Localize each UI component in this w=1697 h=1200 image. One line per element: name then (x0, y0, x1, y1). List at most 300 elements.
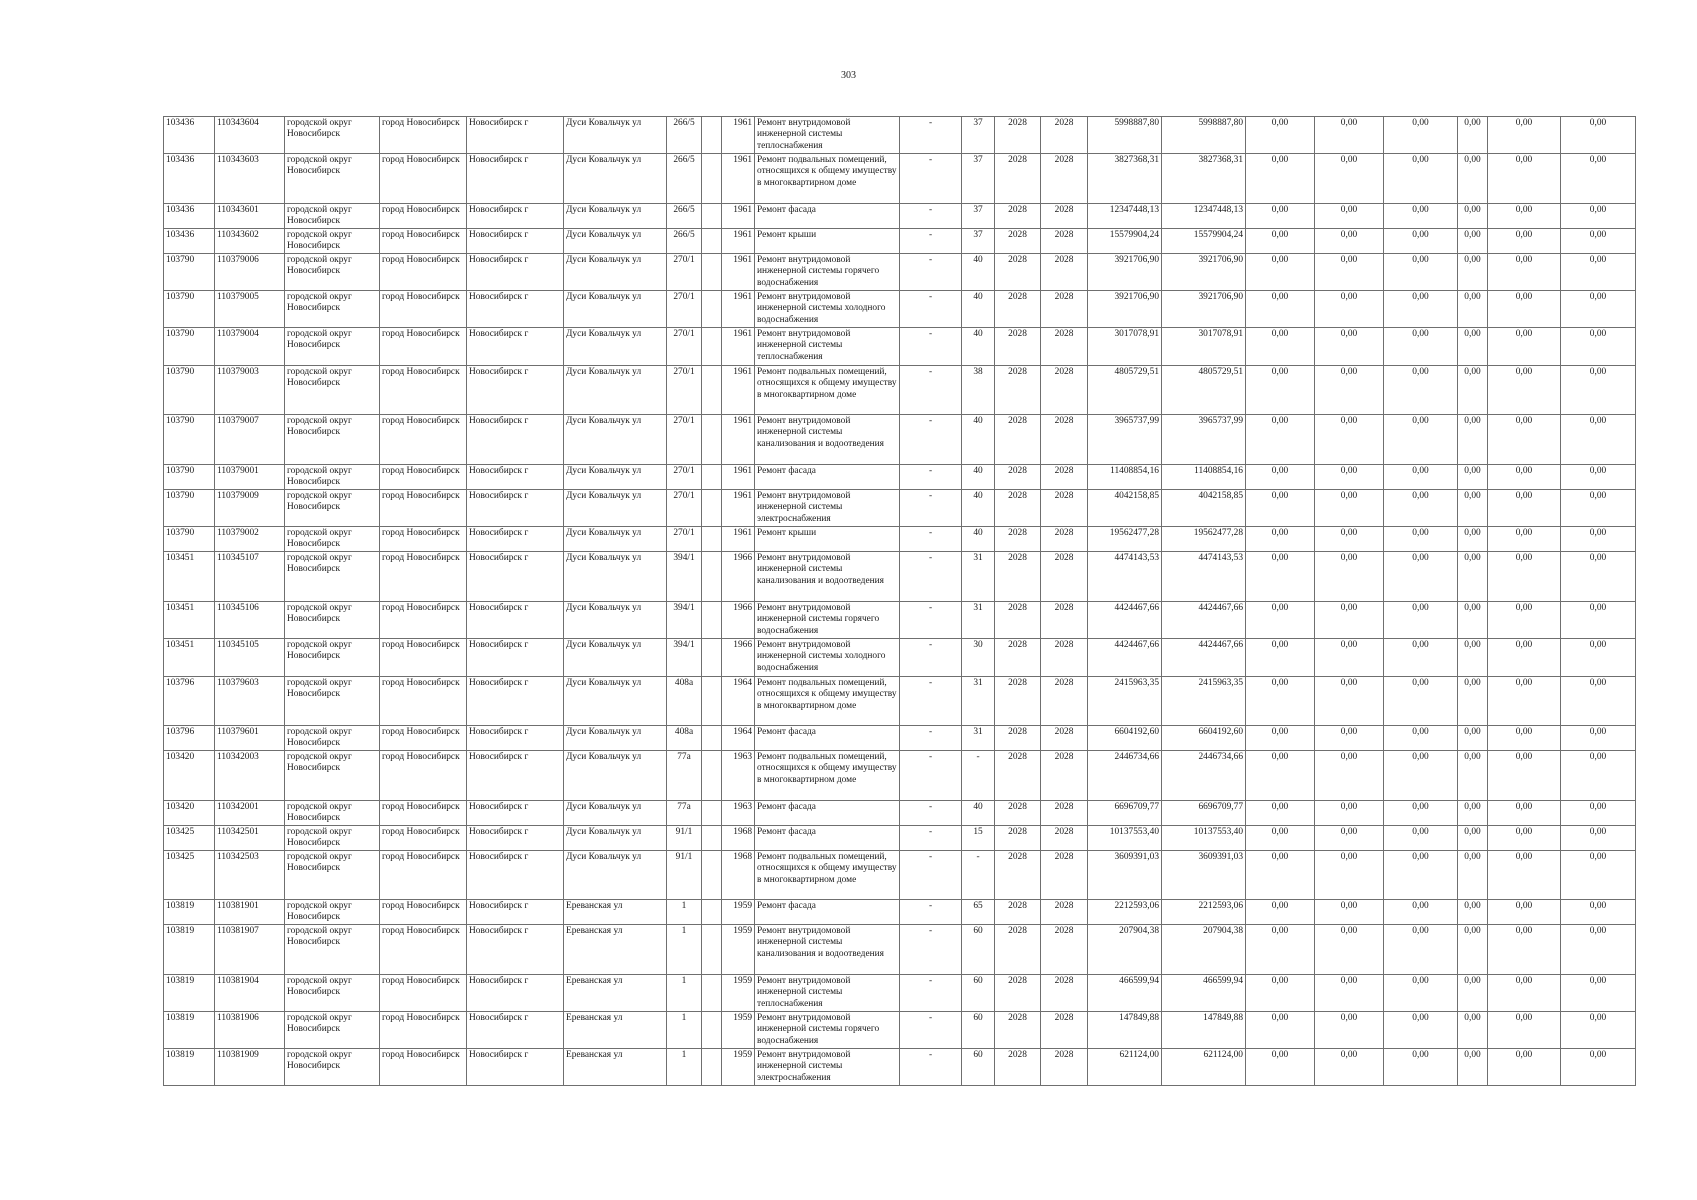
cost-col-3-cell: 0,00 (1384, 204, 1458, 229)
year-built-cell: 1966 (722, 601, 755, 638)
house-id-cell: 103790 (164, 464, 215, 489)
district-cell: городской округ Новосибирск (285, 526, 380, 551)
plan-year-start-cell: 2028 (995, 526, 1041, 551)
table-row (164, 638, 1636, 676)
work-type-cell: Ремонт внутридомовой инженерной системы теплоснабжения (755, 327, 900, 365)
cost-col-1-cell: 0,00 (1246, 154, 1315, 204)
building-cell (702, 489, 722, 526)
settlement-cell: город Новосибирск (380, 253, 467, 290)
plan-year-end-cell: 2028 (1041, 253, 1088, 290)
plan-year-end-cell: 2028 (1041, 228, 1088, 253)
locality-cell: Новосибирск г (467, 290, 564, 327)
cost-col-3-cell: 0,00 (1384, 489, 1458, 526)
cost-col-5-cell: 0,00 (1488, 800, 1561, 825)
cost-col-6-cell: 0,00 (1561, 365, 1636, 414)
cost-col-5-cell: 0,00 (1488, 601, 1561, 638)
year-built-cell: 1961 (722, 526, 755, 551)
cost-col-3-cell: 0,00 (1384, 414, 1458, 464)
plan-year-end-cell: 2028 (1041, 974, 1088, 1011)
district-cell: городской округ Новосибирск (285, 825, 380, 850)
table-row (164, 800, 1636, 825)
work-id-cell: 110381904 (215, 974, 285, 1011)
house-id-cell: 103436 (164, 228, 215, 253)
work-type-cell: Ремонт подвальных помещений, относящихся к общему имуществу в многоквартирном доме (755, 750, 900, 800)
cost-col-4-cell: 0,00 (1458, 489, 1488, 526)
house-number-cell: 266/5 (667, 204, 702, 229)
cost-col-3-cell: 0,00 (1384, 290, 1458, 327)
locality-cell: Новосибирск г (467, 1011, 564, 1048)
locality-cell: Новосибирск г (467, 253, 564, 290)
cost-col-1-cell: 0,00 (1246, 117, 1315, 154)
plan-year-start-cell: 2028 (995, 899, 1041, 924)
cost-col-4-cell: 0,00 (1458, 850, 1488, 899)
house-number-cell: 91/1 (667, 825, 702, 850)
col-dash-cell: - (900, 676, 962, 725)
district-cell: городской округ Новосибирск (285, 253, 380, 290)
house-number-cell: 270/1 (667, 414, 702, 464)
street-cell: Дуси Ковальчук ул (564, 464, 667, 489)
work-type-cell: Ремонт внутридомовой инженерной системы холодного водоснабжения (755, 638, 900, 676)
plan-year-end-cell: 2028 (1041, 204, 1088, 229)
col-dash-cell: - (900, 1011, 962, 1048)
plan-year-end-cell: 2028 (1041, 924, 1088, 974)
wear-percent-cell: 40 (962, 253, 995, 290)
house-number-cell: 394/1 (667, 601, 702, 638)
plan-year-start-cell: 2028 (995, 327, 1041, 365)
street-cell: Дуси Ковальчук ул (564, 327, 667, 365)
house-id-cell: 103790 (164, 290, 215, 327)
plan-year-end-cell: 2028 (1041, 414, 1088, 464)
cost-total-cell: 621124,00 (1088, 1048, 1162, 1085)
cost-col-5-cell: 0,00 (1488, 850, 1561, 899)
plan-year-start-cell: 2028 (995, 365, 1041, 414)
cost-col-5-cell: 0,00 (1488, 899, 1561, 924)
locality-cell: Новосибирск г (467, 750, 564, 800)
table-row (164, 489, 1636, 526)
col-dash-cell: - (900, 601, 962, 638)
street-cell: Дуси Ковальчук ул (564, 228, 667, 253)
cost-col-2-cell: 0,00 (1315, 551, 1384, 601)
cost-col-3-cell: 0,00 (1384, 551, 1458, 601)
street-cell: Дуси Ковальчук ул (564, 489, 667, 526)
work-id-cell: 110379603 (215, 676, 285, 725)
cost-total-cell: 147849,88 (1088, 1011, 1162, 1048)
settlement-cell: город Новосибирск (380, 117, 467, 154)
district-cell: городской округ Новосибирск (285, 899, 380, 924)
cost-total-cell: 10137553,40 (1088, 825, 1162, 850)
cost-fund-cell: 207904,38 (1162, 924, 1246, 974)
cost-total-cell: 19562477,28 (1088, 526, 1162, 551)
street-cell: Дуси Ковальчук ул (564, 551, 667, 601)
col-dash-cell: - (900, 204, 962, 229)
cost-col-3-cell: 0,00 (1384, 974, 1458, 1011)
plan-year-start-cell: 2028 (995, 725, 1041, 750)
house-number-cell: 1 (667, 924, 702, 974)
work-id-cell: 110379009 (215, 489, 285, 526)
table-row (164, 253, 1636, 290)
building-cell (702, 825, 722, 850)
house-id-cell: 103436 (164, 154, 215, 204)
plan-year-start-cell: 2028 (995, 1048, 1041, 1085)
cost-col-2-cell: 0,00 (1315, 676, 1384, 725)
district-cell: городской округ Новосибирск (285, 638, 380, 676)
work-type-cell: Ремонт крыши (755, 526, 900, 551)
house-id-cell: 103790 (164, 327, 215, 365)
table-row (164, 850, 1636, 899)
street-cell: Дуси Ковальчук ул (564, 850, 667, 899)
year-built-cell: 1964 (722, 676, 755, 725)
cost-col-6-cell: 0,00 (1561, 1011, 1636, 1048)
cost-col-3-cell: 0,00 (1384, 154, 1458, 204)
plan-year-end-cell: 2028 (1041, 800, 1088, 825)
work-type-cell: Ремонт подвальных помещений, относящихся к общему имуществу в многоквартирном доме (755, 154, 900, 204)
cost-col-6-cell: 0,00 (1561, 899, 1636, 924)
cost-col-3-cell: 0,00 (1384, 924, 1458, 974)
wear-percent-cell: 40 (962, 327, 995, 365)
cost-col-1-cell: 0,00 (1246, 464, 1315, 489)
col-dash-cell: - (900, 974, 962, 1011)
settlement-cell: город Новосибирск (380, 414, 467, 464)
house-id-cell: 103425 (164, 850, 215, 899)
cost-col-1-cell: 0,00 (1246, 327, 1315, 365)
cost-col-6-cell: 0,00 (1561, 638, 1636, 676)
house-number-cell: 270/1 (667, 464, 702, 489)
cost-col-1-cell: 0,00 (1246, 676, 1315, 725)
building-cell (702, 601, 722, 638)
settlement-cell: город Новосибирск (380, 204, 467, 229)
plan-year-end-cell: 2028 (1041, 1048, 1088, 1085)
locality-cell: Новосибирск г (467, 526, 564, 551)
house-id-cell: 103796 (164, 676, 215, 725)
plan-year-start-cell: 2028 (995, 825, 1041, 850)
cost-col-1-cell: 0,00 (1246, 601, 1315, 638)
cost-total-cell: 5998887,80 (1088, 117, 1162, 154)
cost-col-4-cell: 0,00 (1458, 154, 1488, 204)
cost-fund-cell: 4474143,53 (1162, 551, 1246, 601)
table-row (164, 327, 1636, 365)
house-id-cell: 103451 (164, 601, 215, 638)
cost-col-2-cell: 0,00 (1315, 800, 1384, 825)
cost-col-4-cell: 0,00 (1458, 526, 1488, 551)
year-built-cell: 1961 (722, 464, 755, 489)
street-cell: Ереванская ул (564, 924, 667, 974)
cost-col-5-cell: 0,00 (1488, 638, 1561, 676)
year-built-cell: 1966 (722, 551, 755, 601)
building-cell (702, 327, 722, 365)
plan-year-start-cell: 2028 (995, 850, 1041, 899)
cost-col-4-cell: 0,00 (1458, 899, 1488, 924)
col-dash-cell: - (900, 489, 962, 526)
house-id-cell: 103819 (164, 899, 215, 924)
cost-col-1-cell: 0,00 (1246, 365, 1315, 414)
district-cell: городской округ Новосибирск (285, 551, 380, 601)
wear-percent-cell: 65 (962, 899, 995, 924)
district-cell: городской округ Новосибирск (285, 1048, 380, 1085)
street-cell: Дуси Ковальчук ул (564, 117, 667, 154)
plan-year-start-cell: 2028 (995, 228, 1041, 253)
cost-col-6-cell: 0,00 (1561, 825, 1636, 850)
building-cell (702, 414, 722, 464)
work-id-cell: 110343603 (215, 154, 285, 204)
wear-percent-cell: 31 (962, 551, 995, 601)
cost-col-4-cell: 0,00 (1458, 725, 1488, 750)
house-id-cell: 103425 (164, 825, 215, 850)
cost-fund-cell: 2415963,35 (1162, 676, 1246, 725)
work-type-cell: Ремонт внутридомовой инженерной системы теплоснабжения (755, 974, 900, 1011)
cost-col-5-cell: 0,00 (1488, 1011, 1561, 1048)
house-number-cell: 270/1 (667, 327, 702, 365)
house-number-cell: 266/5 (667, 117, 702, 154)
district-cell: городской округ Новосибирск (285, 365, 380, 414)
building-cell (702, 974, 722, 1011)
house-number-cell: 408а (667, 676, 702, 725)
col-dash-cell: - (900, 253, 962, 290)
cost-col-4-cell: 0,00 (1458, 365, 1488, 414)
cost-total-cell: 6604192,60 (1088, 725, 1162, 750)
cost-total-cell: 3017078,91 (1088, 327, 1162, 365)
cost-col-6-cell: 0,00 (1561, 800, 1636, 825)
work-id-cell: 110343602 (215, 228, 285, 253)
table-row (164, 601, 1636, 638)
plan-year-start-cell: 2028 (995, 800, 1041, 825)
cost-fund-cell: 5998887,80 (1162, 117, 1246, 154)
cost-total-cell: 12347448,13 (1088, 204, 1162, 229)
district-cell: городской округ Новосибирск (285, 414, 380, 464)
cost-col-6-cell: 0,00 (1561, 526, 1636, 551)
cost-total-cell: 3965737,99 (1088, 414, 1162, 464)
cost-col-6-cell: 0,00 (1561, 290, 1636, 327)
plan-year-start-cell: 2028 (995, 974, 1041, 1011)
cost-col-4-cell: 0,00 (1458, 117, 1488, 154)
street-cell: Дуси Ковальчук ул (564, 204, 667, 229)
work-id-cell: 110345106 (215, 601, 285, 638)
work-id-cell: 110379007 (215, 414, 285, 464)
cost-col-3-cell: 0,00 (1384, 365, 1458, 414)
work-id-cell: 110342501 (215, 825, 285, 850)
wear-percent-cell: 38 (962, 365, 995, 414)
district-cell: городской округ Новосибирск (285, 464, 380, 489)
plan-year-end-cell: 2028 (1041, 601, 1088, 638)
plan-year-start-cell: 2028 (995, 154, 1041, 204)
cost-col-5-cell: 0,00 (1488, 526, 1561, 551)
cost-col-6-cell: 0,00 (1561, 850, 1636, 899)
cost-col-6-cell: 0,00 (1561, 464, 1636, 489)
plan-year-end-cell: 2028 (1041, 638, 1088, 676)
house-number-cell: 1 (667, 899, 702, 924)
building-cell (702, 1048, 722, 1085)
house-id-cell: 103790 (164, 526, 215, 551)
building-cell (702, 551, 722, 601)
locality-cell: Новосибирск г (467, 825, 564, 850)
district-cell: городской округ Новосибирск (285, 204, 380, 229)
street-cell: Дуси Ковальчук ул (564, 154, 667, 204)
settlement-cell: город Новосибирск (380, 850, 467, 899)
plan-year-end-cell: 2028 (1041, 526, 1088, 551)
locality-cell: Новосибирск г (467, 414, 564, 464)
building-cell (702, 526, 722, 551)
cost-fund-cell: 4805729,51 (1162, 365, 1246, 414)
col-dash-cell: - (900, 414, 962, 464)
district-cell: городской округ Новосибирск (285, 850, 380, 899)
work-id-cell: 110379001 (215, 464, 285, 489)
locality-cell: Новосибирск г (467, 800, 564, 825)
cost-col-4-cell: 0,00 (1458, 414, 1488, 464)
capital-repair-table (163, 116, 1636, 1086)
street-cell: Дуси Ковальчук ул (564, 253, 667, 290)
col-dash-cell: - (900, 750, 962, 800)
table-row (164, 725, 1636, 750)
cost-col-6-cell: 0,00 (1561, 154, 1636, 204)
locality-cell: Новосибирск г (467, 154, 564, 204)
cost-fund-cell: 4042158,85 (1162, 489, 1246, 526)
cost-col-2-cell: 0,00 (1315, 1048, 1384, 1085)
street-cell: Ереванская ул (564, 974, 667, 1011)
plan-year-start-cell: 2028 (995, 551, 1041, 601)
cost-col-1-cell: 0,00 (1246, 253, 1315, 290)
house-number-cell: 408а (667, 725, 702, 750)
cost-col-5-cell: 0,00 (1488, 154, 1561, 204)
work-id-cell: 110381907 (215, 924, 285, 974)
district-cell: городской округ Новосибирск (285, 974, 380, 1011)
cost-col-4-cell: 0,00 (1458, 253, 1488, 290)
cost-col-2-cell: 0,00 (1315, 290, 1384, 327)
locality-cell: Новосибирск г (467, 638, 564, 676)
cost-col-4-cell: 0,00 (1458, 750, 1488, 800)
cost-col-2-cell: 0,00 (1315, 117, 1384, 154)
work-type-cell: Ремонт фасада (755, 800, 900, 825)
building-cell (702, 899, 722, 924)
cost-col-1-cell: 0,00 (1246, 204, 1315, 229)
district-cell: городской округ Новосибирск (285, 676, 380, 725)
plan-year-end-cell: 2028 (1041, 551, 1088, 601)
table-row (164, 750, 1636, 800)
year-built-cell: 1961 (722, 489, 755, 526)
work-type-cell: Ремонт подвальных помещений, относящихся к общему имуществу в многоквартирном доме (755, 850, 900, 899)
work-type-cell: Ремонт фасада (755, 825, 900, 850)
cost-total-cell: 466599,94 (1088, 974, 1162, 1011)
cost-col-1-cell: 0,00 (1246, 551, 1315, 601)
wear-percent-cell: 37 (962, 228, 995, 253)
plan-year-end-cell: 2028 (1041, 489, 1088, 526)
cost-total-cell: 11408854,16 (1088, 464, 1162, 489)
house-id-cell: 103796 (164, 725, 215, 750)
year-built-cell: 1961 (722, 154, 755, 204)
house-number-cell: 91/1 (667, 850, 702, 899)
settlement-cell: город Новосибирск (380, 725, 467, 750)
wear-percent-cell: - (962, 750, 995, 800)
settlement-cell: город Новосибирск (380, 551, 467, 601)
house-id-cell: 103790 (164, 414, 215, 464)
page-number: 303 (841, 70, 856, 81)
locality-cell: Новосибирск г (467, 725, 564, 750)
cost-col-5-cell: 0,00 (1488, 750, 1561, 800)
year-built-cell: 1961 (722, 414, 755, 464)
work-type-cell: Ремонт внутридомовой инженерной системы горячего водоснабжения (755, 601, 900, 638)
cost-col-2-cell: 0,00 (1315, 1011, 1384, 1048)
plan-year-start-cell: 2028 (995, 414, 1041, 464)
cost-col-2-cell: 0,00 (1315, 253, 1384, 290)
cost-col-5-cell: 0,00 (1488, 924, 1561, 974)
locality-cell: Новосибирск г (467, 676, 564, 725)
table-row (164, 464, 1636, 489)
cost-col-2-cell: 0,00 (1315, 725, 1384, 750)
building-cell (702, 464, 722, 489)
cost-col-3-cell: 0,00 (1384, 601, 1458, 638)
settlement-cell: город Новосибирск (380, 1048, 467, 1085)
locality-cell: Новосибирск г (467, 489, 564, 526)
street-cell: Дуси Ковальчук ул (564, 638, 667, 676)
building-cell (702, 1011, 722, 1048)
house-id-cell: 103420 (164, 800, 215, 825)
cost-col-5-cell: 0,00 (1488, 825, 1561, 850)
work-id-cell: 110381909 (215, 1048, 285, 1085)
house-id-cell: 103436 (164, 117, 215, 154)
cost-fund-cell: 6696709,77 (1162, 800, 1246, 825)
table-row (164, 974, 1636, 1011)
plan-year-start-cell: 2028 (995, 638, 1041, 676)
cost-col-6-cell: 0,00 (1561, 676, 1636, 725)
district-cell: городской округ Новосибирск (285, 800, 380, 825)
cost-col-4-cell: 0,00 (1458, 638, 1488, 676)
work-id-cell: 110381901 (215, 899, 285, 924)
settlement-cell: город Новосибирск (380, 526, 467, 551)
street-cell: Ереванская ул (564, 1011, 667, 1048)
work-type-cell: Ремонт внутридомовой инженерной системы канализования и водоотведения (755, 924, 900, 974)
house-number-cell: 270/1 (667, 365, 702, 414)
cost-col-3-cell: 0,00 (1384, 253, 1458, 290)
plan-year-start-cell: 2028 (995, 601, 1041, 638)
plan-year-start-cell: 2028 (995, 1011, 1041, 1048)
settlement-cell: город Новосибирск (380, 601, 467, 638)
cost-col-3-cell: 0,00 (1384, 899, 1458, 924)
col-dash-cell: - (900, 526, 962, 551)
cost-col-5-cell: 0,00 (1488, 414, 1561, 464)
house-number-cell: 77а (667, 800, 702, 825)
cost-col-6-cell: 0,00 (1561, 924, 1636, 974)
cost-col-6-cell: 0,00 (1561, 750, 1636, 800)
year-built-cell: 1961 (722, 365, 755, 414)
wear-percent-cell: 31 (962, 725, 995, 750)
cost-col-1-cell: 0,00 (1246, 228, 1315, 253)
table-row (164, 1048, 1636, 1085)
street-cell: Дуси Ковальчук ул (564, 750, 667, 800)
work-type-cell: Ремонт внутридомовой инженерной системы электроснабжения (755, 489, 900, 526)
cost-col-4-cell: 0,00 (1458, 228, 1488, 253)
col-dash-cell: - (900, 725, 962, 750)
settlement-cell: город Новосибирск (380, 464, 467, 489)
locality-cell: Новосибирск г (467, 974, 564, 1011)
building-cell (702, 750, 722, 800)
settlement-cell: город Новосибирск (380, 638, 467, 676)
work-type-cell: Ремонт фасада (755, 204, 900, 229)
plan-year-start-cell: 2028 (995, 750, 1041, 800)
cost-fund-cell: 147849,88 (1162, 1011, 1246, 1048)
cost-col-1-cell: 0,00 (1246, 850, 1315, 899)
cost-col-5-cell: 0,00 (1488, 1048, 1561, 1085)
wear-percent-cell: 40 (962, 800, 995, 825)
work-type-cell: Ремонт внутридомовой инженерной системы канализования и водоотведения (755, 414, 900, 464)
cost-col-2-cell: 0,00 (1315, 365, 1384, 414)
table-row (164, 526, 1636, 551)
wear-percent-cell: 40 (962, 464, 995, 489)
work-type-cell: Ремонт внутридомовой инженерной системы канализования и водоотведения (755, 551, 900, 601)
settlement-cell: город Новосибирск (380, 974, 467, 1011)
cost-col-1-cell: 0,00 (1246, 489, 1315, 526)
cost-col-3-cell: 0,00 (1384, 327, 1458, 365)
cost-col-4-cell: 0,00 (1458, 290, 1488, 327)
district-cell: городской округ Новосибирск (285, 290, 380, 327)
year-built-cell: 1959 (722, 974, 755, 1011)
